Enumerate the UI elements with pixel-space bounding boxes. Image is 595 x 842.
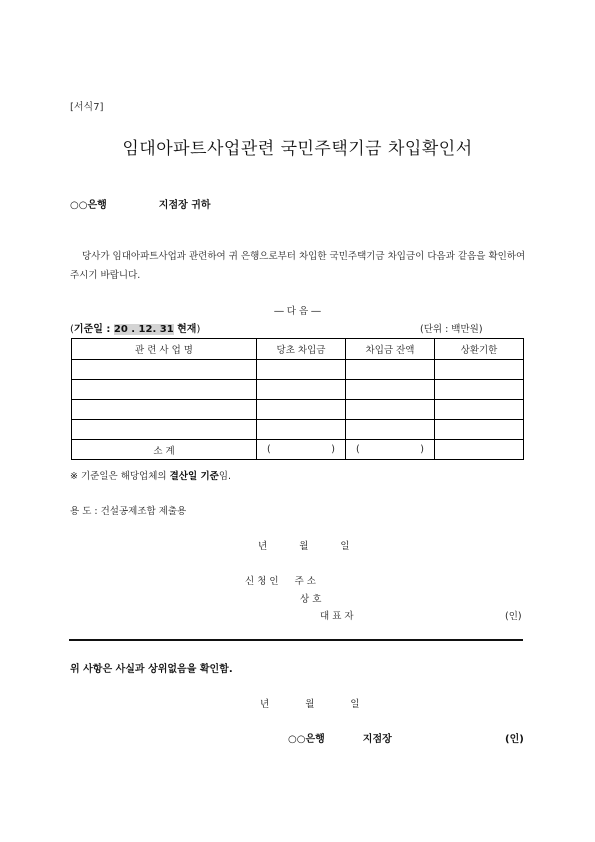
table-cell[interactable]: [435, 420, 524, 440]
table-cell[interactable]: [257, 360, 346, 380]
table-row: [72, 400, 524, 420]
subtotal-loan-balance[interactable]: [346, 440, 435, 460]
table-cell[interactable]: [72, 400, 257, 420]
reference-open-paren: (: [70, 324, 74, 335]
date-month: 월: [305, 699, 315, 710]
confirming-bank: [288, 730, 392, 745]
subtotal-label: 소 계: [72, 440, 257, 460]
note-suffix: 임.: [218, 471, 232, 482]
address-label: 주 소: [294, 576, 316, 587]
table-cell[interactable]: [435, 400, 524, 420]
subtotal-initial-loan[interactable]: [257, 440, 346, 460]
reference-note: [70, 468, 231, 482]
reference-suffix: 현재: [173, 324, 197, 335]
table-cell[interactable]: [346, 380, 435, 400]
header-initial-loan: 당초 차입금: [257, 339, 346, 360]
table-cell[interactable]: [72, 420, 257, 440]
usage-line: 용 도 : 건설공제조합 제출용: [70, 506, 187, 517]
date-day: 일: [340, 541, 350, 552]
date-month: 월: [299, 541, 309, 552]
paren-open: (: [267, 444, 271, 455]
form-number: [서식7]: [70, 102, 104, 113]
bank-seal: (인): [505, 734, 524, 745]
document-title: 임대아파트사업관련 국민주택기금 차입확인서: [122, 139, 473, 159]
table-cell[interactable]: [435, 380, 524, 400]
addressee: [70, 196, 211, 211]
reference-close-paren: ): [196, 324, 201, 335]
confirmation-date: [260, 696, 360, 710]
table-row: [72, 380, 524, 400]
applicant-label: 신 청 인: [245, 576, 279, 587]
table-row: [72, 420, 524, 440]
table-cell[interactable]: [257, 400, 346, 420]
table-header-row: [72, 339, 524, 360]
table-cell[interactable]: [72, 380, 257, 400]
table-cell[interactable]: [257, 420, 346, 440]
trade-name-label: 상 호: [300, 594, 322, 605]
representative-label: 대 표 자: [320, 611, 354, 622]
table-cell[interactable]: [72, 360, 257, 380]
date-day: 일: [350, 699, 360, 710]
table-cell[interactable]: [257, 380, 346, 400]
section-heading: ― 다 음 ―: [274, 306, 321, 317]
divider: [69, 639, 523, 641]
note-prefix: ※ 기준일은 해당업체의: [70, 471, 170, 482]
paren-close: ): [331, 444, 335, 455]
table-row: [72, 360, 524, 380]
addressee-bank: ○○은행: [70, 200, 107, 211]
table-cell[interactable]: [346, 420, 435, 440]
subtotal-repayment-due[interactable]: [435, 440, 524, 460]
applicant-seal: (인): [505, 611, 522, 622]
paren-open: (: [356, 444, 360, 455]
reference-date: [70, 320, 200, 335]
request-paragraph: 당사가 임대아파트사업과 관련하여 귀 은행으로부터 차입한 국민주택기금 차입금이 다음과 같음을 확인하여 주시기 바랍니다.: [70, 251, 526, 281]
footer-branch: 지점장: [362, 734, 392, 745]
date-year: 년: [258, 541, 268, 552]
header-project-name: 관 련 사 업 명: [72, 339, 257, 360]
confirmation-statement: 위 사항은 사실과 상위없음을 확인함.: [70, 664, 233, 675]
header-repayment-due: 상환기한: [435, 339, 524, 360]
subtotal-row: [72, 440, 524, 460]
addressee-branch: 지점장 귀하: [158, 200, 211, 211]
unit-label: (단위 : 백만원): [420, 324, 483, 335]
header-loan-balance: 차입금 잔액: [346, 339, 435, 360]
table-cell[interactable]: [346, 400, 435, 420]
reference-date-value: 20 . 12. 31: [113, 324, 174, 335]
table-cell[interactable]: [435, 360, 524, 380]
application-date: [258, 538, 350, 552]
reference-label: 기준일 :: [73, 324, 114, 335]
footer-bank: ○○은행: [288, 734, 325, 745]
note-bold: 결산일 기준: [169, 471, 219, 482]
loan-table: [71, 338, 524, 460]
paren-close: ): [420, 444, 424, 455]
table-cell[interactable]: [346, 360, 435, 380]
date-year: 년: [260, 699, 270, 710]
applicant-address: [245, 573, 316, 587]
